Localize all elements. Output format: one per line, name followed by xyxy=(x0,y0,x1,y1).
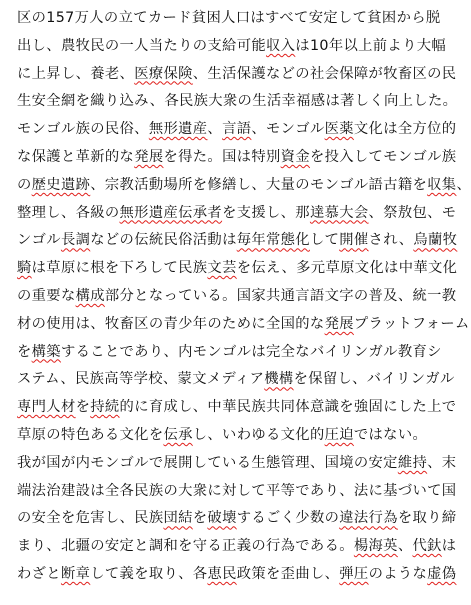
text-run: のような xyxy=(368,566,428,582)
text-run: 、宗教活動場所を修繕し、大量のモンゴル語古籍を xyxy=(90,176,428,193)
text-run: 材の使用は、牧畜区の青少年のために全国的な xyxy=(17,315,325,332)
spellcheck-flagged-word: 維持 xyxy=(397,454,428,471)
text-run: 生安全網を織り込み、各民族大衆の生活幸福感は著しく向上した。 xyxy=(17,93,458,110)
spellcheck-flagged-word: 弾圧 xyxy=(339,566,369,582)
text-line xyxy=(17,90,458,112)
text-run: を伝え、多元草原文化は中華文化 xyxy=(236,260,458,277)
spellcheck-flagged-word: 医療保険 xyxy=(134,65,193,82)
text-run: わざと xyxy=(17,566,61,582)
spellcheck-flagged-word: 構築 xyxy=(31,343,61,360)
text-run: 、 xyxy=(456,176,471,193)
text-line xyxy=(17,535,457,557)
text-line xyxy=(17,174,471,196)
text-line xyxy=(17,118,457,140)
text-run: まり、北疆の安定と調和を守る正義の行為である。 xyxy=(17,538,354,555)
spellcheck-flagged-word: 持続 xyxy=(90,399,120,416)
text-line xyxy=(17,341,442,363)
text-line xyxy=(17,368,455,390)
text-run: するごく少数の xyxy=(236,510,340,527)
spellcheck-flagged-word: 烏蘭牧 xyxy=(413,232,458,249)
text-run: を投入してモンゴル族 xyxy=(309,149,457,165)
text-run: プラットフォーム xyxy=(353,315,470,332)
text-run: は10年以上前より大幅 xyxy=(295,37,447,54)
spellcheck-flagged-word: 長調 xyxy=(60,232,91,249)
text-run: などの伝統民俗活動は xyxy=(90,232,237,249)
text-run: 文化は全方位的 xyxy=(353,121,457,138)
spellcheck-flagged-word: 構成 xyxy=(75,288,105,304)
text-line xyxy=(17,424,427,446)
text-line xyxy=(17,35,447,57)
spellcheck-flagged-word: 言語 xyxy=(222,121,252,138)
spellcheck-flagged-word: 文芸 xyxy=(207,260,237,277)
text-run: ンゴル xyxy=(17,232,61,249)
spellcheck-flagged-word: 伝承 xyxy=(163,427,193,443)
spellcheck-flagged-word: 団結 xyxy=(163,510,193,527)
spellcheck-flagged-word: 発展 xyxy=(134,149,164,165)
text-run: を取り締 xyxy=(397,510,457,527)
text-run: を得た。国は特別 xyxy=(163,149,281,165)
text-run: 端法治建設は全各民族の大衆に対して平等であり、法に基づいて国 xyxy=(17,482,457,499)
text-line xyxy=(17,229,458,251)
spellcheck-flagged-word: 資金 xyxy=(280,149,310,165)
text-run: 、 xyxy=(397,538,413,555)
spellcheck-flagged-word: 無形遺産 xyxy=(148,121,208,138)
spellcheck-flagged-word: 発展 xyxy=(324,315,354,332)
text-run: して xyxy=(309,232,340,249)
text-run: 出し、農牧民の一人当たりの支給可能 xyxy=(17,37,266,54)
text-line xyxy=(17,396,457,418)
spellcheck-flagged-word: 医薬 xyxy=(324,121,354,138)
text-line xyxy=(17,563,457,585)
spellcheck-flagged-word: 達慕大会 xyxy=(309,204,369,221)
spellcheck-flagged-word: 騎 xyxy=(17,260,32,277)
spellcheck-flagged-word: 毎年常態化 xyxy=(236,232,310,249)
spellcheck-flagged-word: 開催 xyxy=(339,232,369,249)
text-run: 草原の特色ある文化を xyxy=(17,427,164,443)
text-run: な保護と革新的な xyxy=(17,149,135,165)
text-run: 我が国が内モンゴルで展開している生態管理、国境の安定 xyxy=(17,454,398,471)
spellcheck-flagged-word: 収集 xyxy=(427,176,457,193)
spellcheck-flagged-word: 歴史遺跡 xyxy=(31,176,91,193)
text-run: を支援し、那 xyxy=(222,204,310,221)
text-run: を保留し、バイリンガル xyxy=(293,371,455,388)
text-line xyxy=(17,7,441,29)
spellcheck-flagged-word: 断章 xyxy=(60,566,91,582)
spellcheck-flagged-word: 機構 xyxy=(264,371,294,388)
text-run: 、生活保護などの社会保障が牧畜区の民 xyxy=(192,65,457,82)
text-run: して義を取り、各 xyxy=(90,566,208,582)
text-run: 整理し、各級の xyxy=(17,204,120,221)
text-run: ステム、民族高等学校、蒙文メディア xyxy=(17,371,265,388)
text-run: モンゴル族の民俗、 xyxy=(17,121,149,138)
text-run: 、モンゴル xyxy=(251,121,325,138)
text-run: 、祭敖包、モ xyxy=(368,204,457,221)
text-run: 的に育成し、中華民族共同体意識を強固にした上で xyxy=(119,399,457,416)
text-run: に上昇し、養老、 xyxy=(17,65,135,82)
spellcheck-flagged-word: 虚偽 xyxy=(427,566,457,582)
spellcheck-flagged-word: 破壊 xyxy=(207,510,237,527)
text-line xyxy=(17,257,458,279)
text-line xyxy=(17,202,457,224)
spellcheck-flagged-word: 無形遺産伝承者 xyxy=(119,204,223,221)
text-run: は xyxy=(441,538,457,555)
spellcheck-flagged-word: 収入 xyxy=(266,37,296,54)
text-line xyxy=(17,507,457,529)
text-run: を xyxy=(17,343,32,360)
text-run: 区の157万人の立てカード貧困人口はすべて安定して貧困から脱 xyxy=(17,10,441,26)
text-line xyxy=(17,452,457,474)
spellcheck-flagged-word: 代釱 xyxy=(412,538,442,555)
text-run: 、末 xyxy=(427,454,457,471)
text-run: ではない。 xyxy=(353,427,428,443)
spellcheck-flagged-word: 違法行為 xyxy=(339,510,398,527)
text-line xyxy=(17,285,457,307)
spellcheck-flagged-word: 恵民 xyxy=(207,566,237,582)
text-run: の xyxy=(17,176,32,193)
text-run: することであり、内モンゴルは完全なバイリンガル教育シ xyxy=(60,343,442,360)
spellcheck-flagged-word: 圧迫 xyxy=(324,427,354,443)
text-run: の安全を危害し、民族 xyxy=(17,510,164,527)
text-run: され、 xyxy=(368,232,414,249)
text-run: し、いわゆる文化的 xyxy=(192,427,325,443)
text-run: の重要な xyxy=(17,288,76,304)
text-run: は草原に根を下ろして民族 xyxy=(31,260,208,277)
text-run: 部分となっている。国家共通言語文字の普及、統一教 xyxy=(104,288,457,304)
text-run: 、 xyxy=(207,121,223,138)
text-run: を xyxy=(75,399,91,416)
text-line xyxy=(17,146,457,168)
text-line xyxy=(17,63,457,85)
spellcheck-flagged-word: 専門人材 xyxy=(17,399,76,416)
spellcheck-flagged-word: 楊海英 xyxy=(353,538,398,555)
text-run: を xyxy=(192,510,208,527)
text-line xyxy=(17,480,457,502)
text-line xyxy=(17,313,470,335)
text-run: 政策を歪曲し、 xyxy=(236,566,340,582)
